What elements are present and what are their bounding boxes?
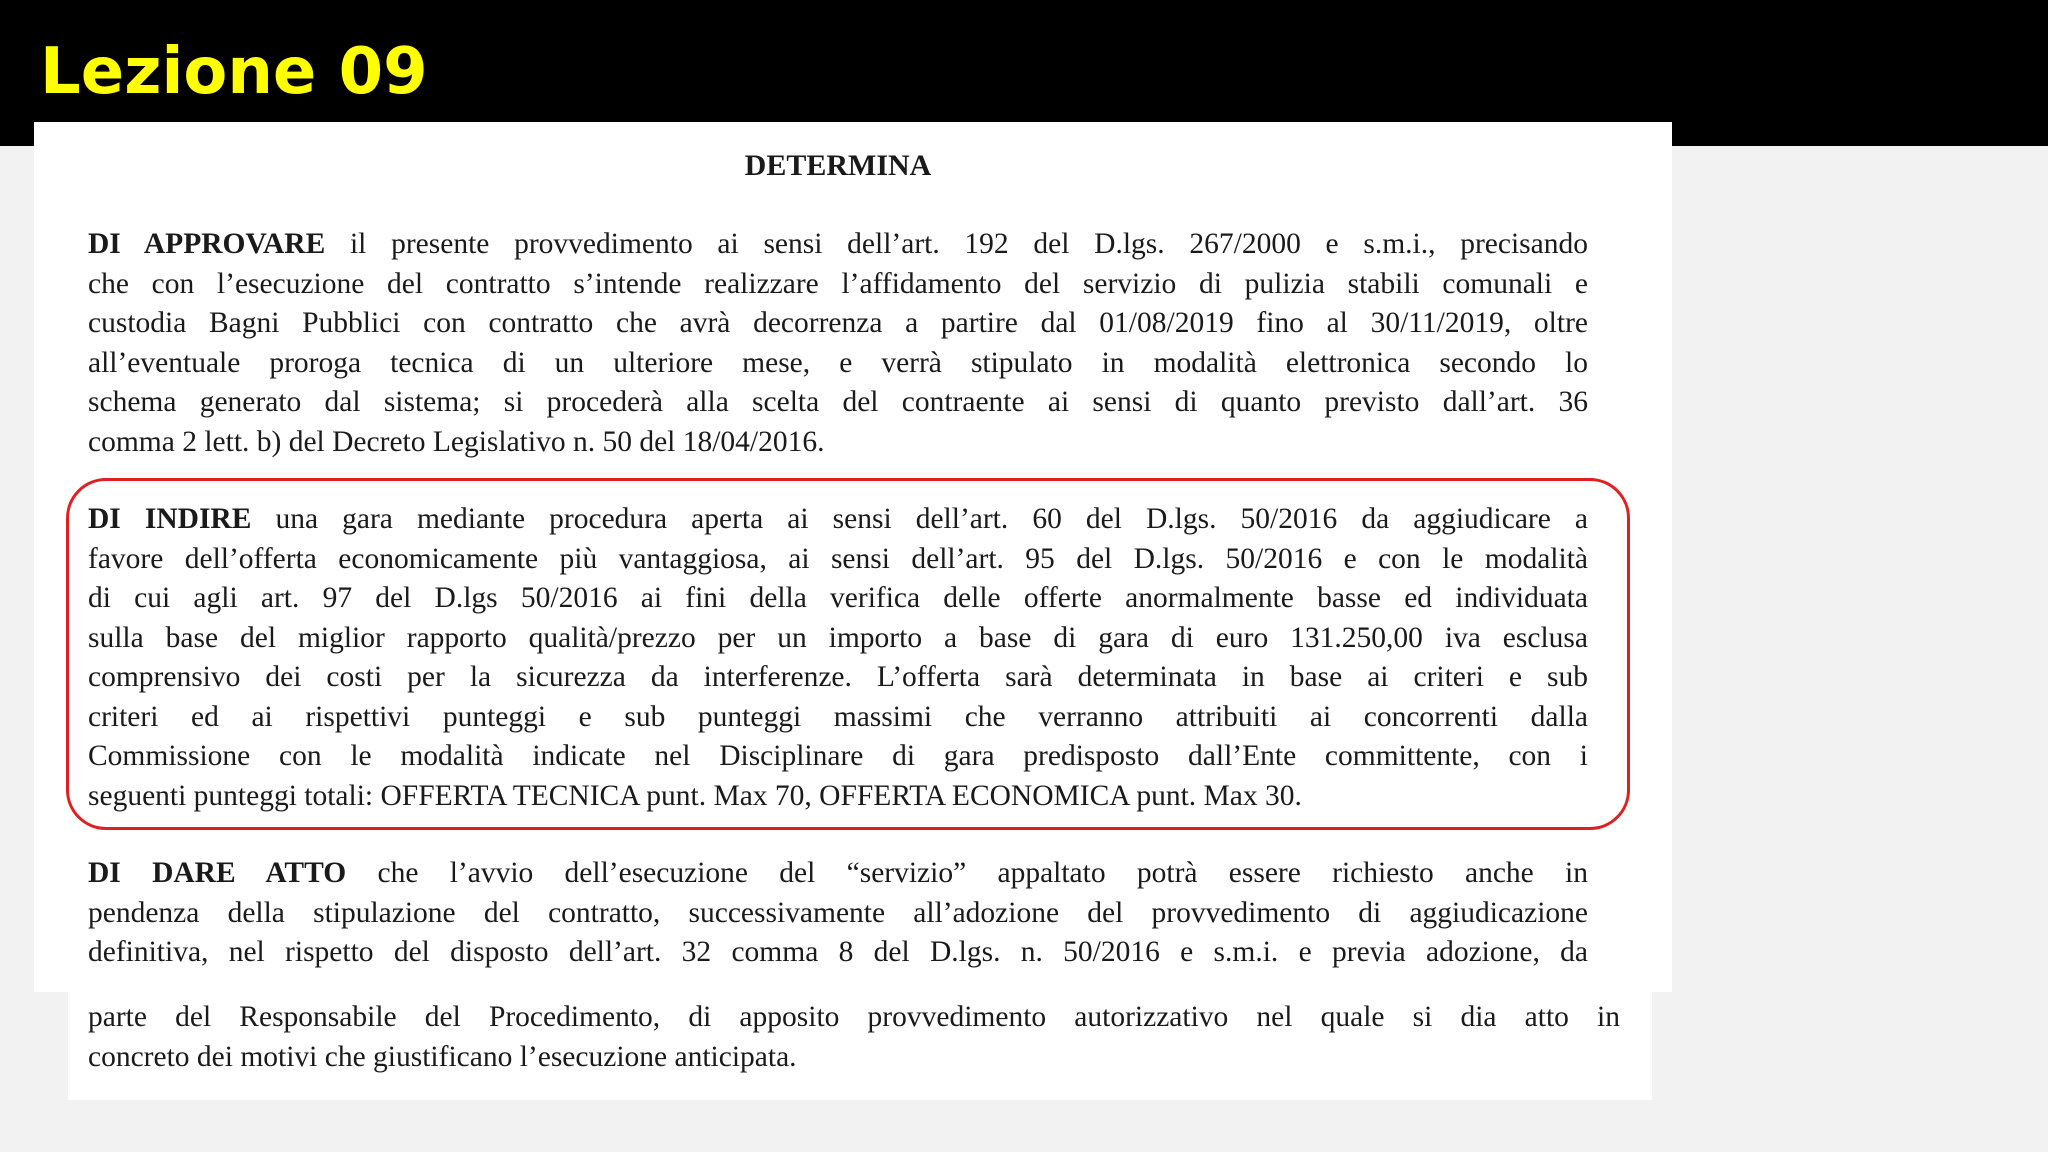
paragraph-lead: DI DARE ATTO — [88, 857, 347, 889]
paragraph-indire — [88, 500, 1588, 816]
paragraph-approvare — [88, 225, 1588, 462]
paragraph-dare-atto — [88, 854, 1588, 973]
document-heading: DETERMINA — [744, 149, 932, 182]
paragraph-line: sulla base del miglior rapporto qualità/prezzo per un importo a base di gara di euro 131.250,00 iva esclusa — [88, 621, 1588, 654]
paragraph-line: schema generato dal sistema; si procederà alla scelta del contraente ai sensi di quanto previsto dall’art. 36 — [88, 386, 1588, 418]
paragraph-line: comprensivo dei costi per la sicurezza da interferenze. L’offerta sarà determinata in base ai criteri e sub — [88, 661, 1588, 693]
paragraph-line: favore dell’offerta economicamente più vantaggiosa, ai sensi dell’art. 95 del D.lgs. 50/2016 e con le modalità — [88, 542, 1588, 575]
paragraph-line: DI INDIRE una gara mediante procedura aperta ai sensi dell’art. 60 del D.lgs. 50/2016 da aggiudicare a — [88, 503, 1588, 535]
paragraph-line: seguenti punteggi totali: OFFERTA TECNICA punt. Max 70, OFFERTA ECONOMICA punt. Max 30. — [88, 779, 1302, 812]
paragraph-line: concreto dei motivi che giustificano l’esecuzione anticipata. — [88, 1040, 797, 1073]
paragraph-line: DI APPROVARE il presente provvedimento ai sensi dell’art. 192 del D.lgs. 267/2000 e s.m.i., precisando — [88, 228, 1588, 260]
paragraph-line: definitiva, nel rispetto del disposto dell’art. 32 comma 8 del D.lgs. n. 50/2016 e s.m.i. e previa adozione, da — [88, 936, 1588, 968]
paragraph-line: criteri ed ai rispettivi punteggi e sub punteggi massimi che verranno attribuiti ai concorrenti dalla — [88, 700, 1588, 733]
paragraph-line: DI DARE ATTO che l’avvio dell’esecuzione del “servizio” appaltato potrà essere richiesto anche in — [88, 857, 1588, 889]
paragraph-lead: DI INDIRE — [88, 503, 252, 535]
lesson-title: Lezione 09 — [40, 35, 428, 109]
paragraph-line: custodia Bagni Pubblici con contratto che avrà decorrenza a partire dal 01/08/2019 fino al 30/11/2019, oltre — [88, 307, 1588, 339]
paragraph-line: all’eventuale proroga tecnica di un ulteriore mese, e verrà stipulato in modalità elettronica secondo lo — [88, 346, 1588, 379]
paragraph-line: di cui agli art. 97 del D.lgs 50/2016 ai fini della verifica delle offerte anormalmente basse ed individuata — [88, 582, 1588, 614]
paragraph-line: Commissione con le modalità indicate nel Disciplinare di gara predisposto dall’Ente committente, con i — [88, 740, 1588, 772]
paragraph-line: comma 2 lett. b) del Decreto Legislativo n. 50 del 18/04/2016. — [88, 425, 825, 458]
paragraph-continuation — [88, 998, 1620, 1077]
paragraph-line: che con l’esecuzione del contratto s’intende realizzare l’affidamento del servizio di pulizia stabili comunali e — [88, 267, 1588, 300]
paragraph-lead: DI APPROVARE — [88, 228, 326, 260]
paragraph-line: parte del Responsabile del Procedimento, di apposito provvedimento autorizzativo nel quale si dia atto in — [88, 1001, 1620, 1033]
paragraph-line: pendenza della stipulazione del contratto, successivamente all’adozione del provvedimento di aggiudicazione — [88, 896, 1588, 929]
